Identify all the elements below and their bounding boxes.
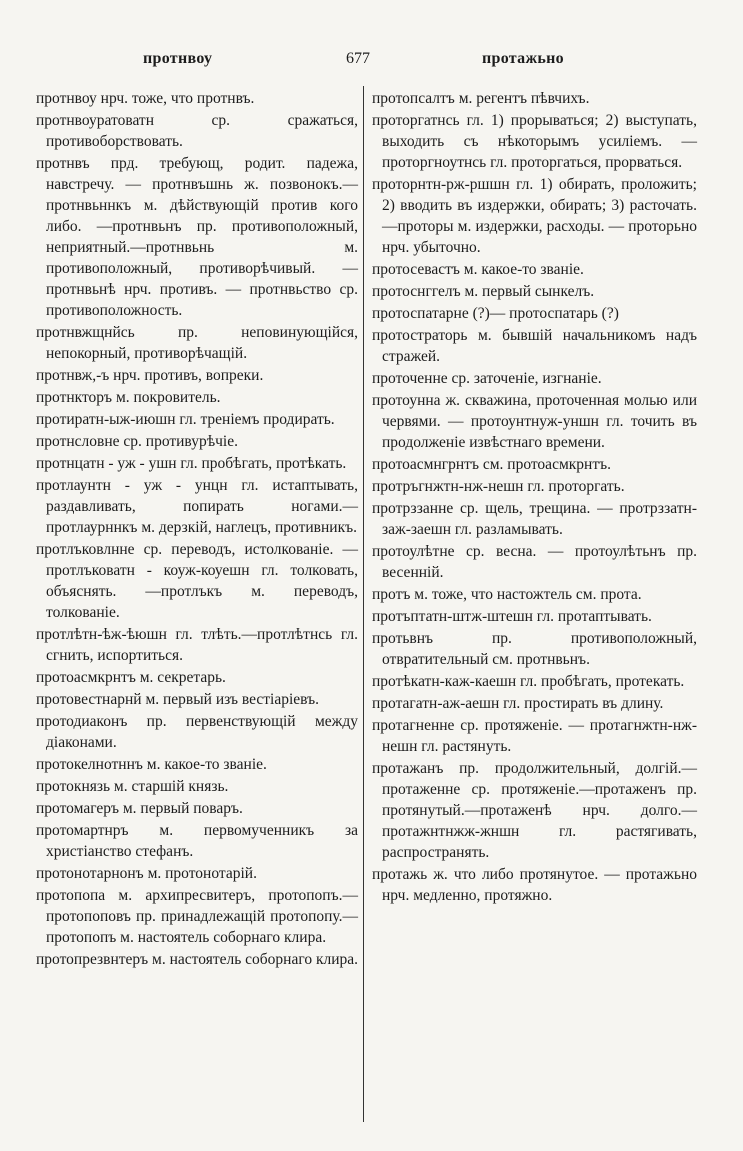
right-column xyxy=(372,88,697,907)
page-header xyxy=(0,50,743,74)
dictionary-entry: протрззанне ср. щель, трещина. — протрззатн-заж-заешн гл. разламывать. xyxy=(372,500,697,538)
dictionary-entry: протръгнжтн-нж-нешн гл. проторгать. xyxy=(372,478,625,495)
dictionary-entry: протоулѣтне ср. весна. — протоулѣтьнъ пр. весенній. xyxy=(372,543,697,581)
dictionary-entry: протѣкатн-каж-каешн гл. пробѣгать, протекать. xyxy=(372,673,685,690)
dictionary-entry: протнвоу нрч. тоже, что протнвъ. xyxy=(36,90,255,107)
dictionary-entry: протоунна ж. скважина, проточенная молью или червями. — протоунтнуж-уншн гл. точить въ продолженіе извѣстнаго времени. xyxy=(372,392,697,451)
dictionary-entry: протоасмкрнтъ м. секретарь. xyxy=(36,669,226,686)
dictionary-entry: протиратн-ыж-июшн гл. треніемъ продирать. xyxy=(36,411,335,428)
dictionary-entry: протнвжщнйсь пр. неповинующійся, непокорный, противорѣчащій. xyxy=(36,324,358,362)
header-right-guideword: протажьно xyxy=(482,50,564,67)
dictionary-entry: протоасмнгрнтъ см. протоасмкрнтъ. xyxy=(372,456,611,473)
dictionary-entry: протокелнотннъ м. какое-то званіе. xyxy=(36,756,267,773)
dictionary-entry: протоспатарне (?)— протоспатарь (?) xyxy=(372,305,619,322)
dictionary-entry: протовестнарнй м. первый изъ вестіаріевъ. xyxy=(36,691,319,708)
dictionary-entry: протъ м. тоже, что настожтель см. прота. xyxy=(372,586,642,603)
dictionary-entry: протосевастъ м. какое-то званіе. xyxy=(372,261,584,278)
dictionary-entry: протажь ж. что либо протянутое. — протажьно нрч. медленно, протяжно. xyxy=(372,866,697,904)
dictionary-entry: протомартнръ м. первомученникъ за христіанство стефанъ. xyxy=(36,822,358,860)
dictionary-entry: протнвж,-ъ нрч. противъ, вопреки. xyxy=(36,367,264,384)
dictionary-entry: протъптатн-штж-штешн гл. протаптывать. xyxy=(372,608,652,625)
dictionary-entry: протомагеръ м. первый поваръ. xyxy=(36,800,243,817)
dictionary-entry: протажанъ пр. продолжительный, долгій.—протаженне ср. протяженіе.—протаженъ пр. протянутый.—протаженѣ нрч. долго.—протажнтнжж-жншн гл. растягивать, распространять. xyxy=(372,760,697,861)
dictionary-entry: протопсалтъ м. регентъ пѣвчихъ. xyxy=(372,90,590,107)
dictionary-entry: протнсловне ср. противурѣчіе. xyxy=(36,433,238,450)
column-divider xyxy=(363,86,364,1122)
dictionary-entry: протопопа м. архипресвитеръ, протопопъ.—протопоповъ пр. принадлежащій протопопу.—протопопъ м. настоятель соборнаго клира. xyxy=(36,887,358,946)
dictionary-entry: протлѣтн-ѣж-ѣюшн гл. тлѣть.—протлѣтнсь гл. сгнить, испортиться. xyxy=(36,626,358,664)
dictionary-entry: протонотарнонъ м. протонотарій. xyxy=(36,865,257,882)
dictionary-entry: протокнязь м. старшій князь. xyxy=(36,778,229,795)
dictionary-entry: протнвоуратоватн ср. сражаться, противоборствовать. xyxy=(36,112,358,150)
dictionary-entry: протлаунтн - уж - унцн гл. истаптывать, раздавливать, попирать ногами.—протлаурннкъ м. дерзкій, наглецъ, противникъ. xyxy=(36,477,358,536)
dictionary-entry: протодиаконъ пр. первенствующій между діаконами. xyxy=(36,713,358,751)
left-column xyxy=(36,88,358,971)
dictionary-entry: протагатн-аж-аешн гл. простирать въ длину. xyxy=(372,695,664,712)
header-left-guideword: протнвоу xyxy=(143,50,213,67)
dictionary-entry: протагненне ср. протяженіе. — протагнжтн-нж-нешн гл. растянуть. xyxy=(372,717,697,755)
dictionary-entry: протопрезвнтеръ м. настоятель соборнаго клира. xyxy=(36,951,359,968)
dictionary-entry: протоснггелъ м. первый сынкелъ. xyxy=(372,283,595,300)
dictionary-entry: проточенне ср. заточеніе, изгнаніе. xyxy=(372,370,602,387)
page-number: 677 xyxy=(346,50,370,67)
dictionary-entry: протлъковлнне ср. переводъ, истолкованіе. — протлъковатн - коуж-коуешн гл. толковать, объяснять. —протлъкъ м. переводъ, толкованіе. xyxy=(36,541,358,621)
dictionary-entry: протнкторъ м. покровитель. xyxy=(36,389,221,406)
dictionary-entry: протнвъ прд. требующ, родит. падежа, навстречу. — протнвъшнь ж. позвонокъ.—протнвьннкъ м. дѣйствующій против кого либо. —протнвьнъ пр. противоположный, неприятный.—протнвьнь м. противоположный, противорѣчивый. — протнвьнѣ нрч. противъ. — протнвьство ср. противоположность. xyxy=(36,155,358,319)
dictionary-entry: протьвнъ пр. противоположный, отвратительный см. протнвьнъ. xyxy=(372,630,697,668)
dictionary-entry: проторнтн-рж-ршшн гл. 1) обирать, проложить; 2) вводить въ издержки, обирать; 3) расточать.—проторы м. издержки, расходы. — проторьно нрч. убыточно. xyxy=(372,176,697,256)
dictionary-entry: протостраторь м. бывшій начальникомъ надъ стражей. xyxy=(372,327,697,365)
dictionary-entry: протнцатн - уж - ушн гл. пробѣгать, протѣкать. xyxy=(36,455,347,472)
dictionary-entry: проторгатнсь гл. 1) прорываться; 2) выступать, выходить съ нѣкоторымъ усиліемъ. — проторгноутнсь гл. проторгаться, прорваться. xyxy=(372,112,697,171)
